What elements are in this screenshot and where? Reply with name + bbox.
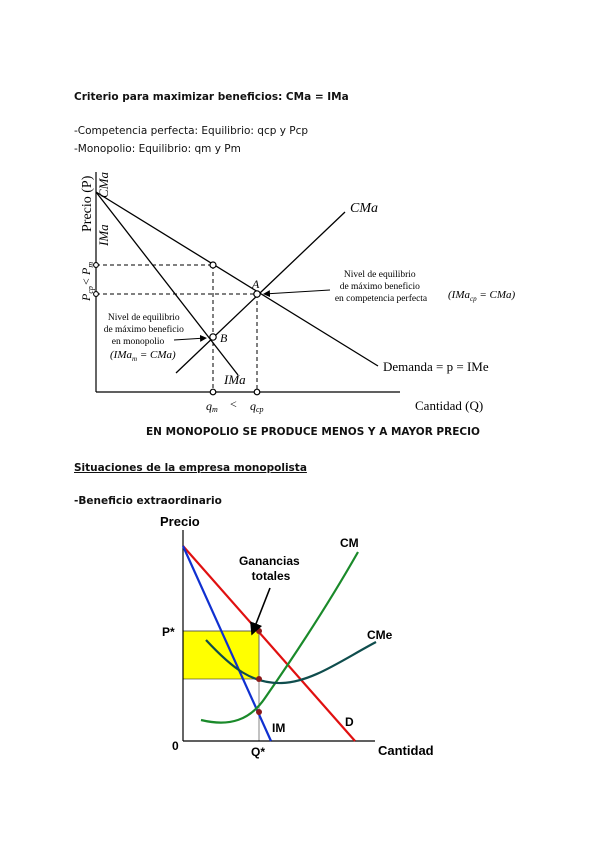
fig2-qstar: Q* xyxy=(251,745,266,759)
fig1-demand-label: Demanda = p = IMe xyxy=(383,359,489,374)
fig1-arrow-cp xyxy=(264,290,330,294)
fig1-ima-axis-label: IMa xyxy=(96,224,111,246)
fig1-cma-label: CMa xyxy=(350,201,378,216)
section-title: Situaciones de la empresa monopolista xyxy=(74,462,307,474)
fig1-point-b xyxy=(210,334,216,340)
fig1-point-b-label: B xyxy=(220,331,228,345)
monopolio-line: -Monopolio: Equilibrio: qm y Pm xyxy=(74,143,241,155)
fig1-mono-note: Nivel de equilibrio de máximo beneficio en monopolio xyxy=(103,313,184,347)
subsection-title: -Beneficio extraordinario xyxy=(74,495,222,507)
fig1-point-qcp xyxy=(254,389,260,395)
fig2-ganancias-arrow xyxy=(252,588,270,634)
fig2-cm-label: CM xyxy=(340,536,359,550)
fig1-point-a xyxy=(254,291,260,297)
fig2-point-price xyxy=(256,628,262,634)
fig2-ganancias-label: Ganancias totales xyxy=(238,554,300,583)
fig1-cp-equation: (IMa$_{cp}$ = CMa) xyxy=(448,289,516,303)
conclusion: EN MONOPOLIO SE PRODUCE MENOS Y A MAYOR PRECIO xyxy=(146,426,480,438)
fig2-im-label: IM xyxy=(272,721,286,735)
heading: Criterio para maximizar beneficios: CMa = IMa xyxy=(74,91,349,103)
fig2-point-cost xyxy=(256,676,262,682)
fig1-ylabel: Precio (P) xyxy=(80,175,95,232)
fig1-point-pm xyxy=(210,262,216,268)
fig1-point-qm xyxy=(210,389,216,395)
fig1-mono-equation: (IMa$_m$ = CMa) xyxy=(110,349,176,363)
fig2-xlabel: Cantidad xyxy=(378,743,434,758)
fig2-point-equilibrium xyxy=(256,709,262,715)
fig1-cma-line xyxy=(176,212,345,373)
fig2-d-label: D xyxy=(345,715,354,729)
fig1-ima-label: IMa xyxy=(224,372,246,387)
fig2-cme-label: CMe xyxy=(367,628,393,642)
fig2-origin: 0 xyxy=(172,739,179,753)
fig1-cma-axis-label: CMa xyxy=(96,172,111,198)
fig2-ylabel: Precio xyxy=(160,514,200,529)
fig1-cp-note: Nivel de equilibrio de máximo beneficio en competencia perfecta xyxy=(334,270,428,304)
fig2-pstar: P* xyxy=(162,625,175,639)
fig1-ima-line xyxy=(96,192,238,375)
fig1-qcp-label: qcp xyxy=(250,399,264,414)
fig1-xlabel: Cantidad (Q) xyxy=(415,398,484,413)
fig1-lt-label: < xyxy=(79,278,93,285)
figure-monopoly-vs-competition xyxy=(70,160,540,420)
figure-extraordinary-profit xyxy=(150,508,450,770)
fig1-x-lt-label: < xyxy=(230,397,237,411)
fig1-arrow-mono xyxy=(174,338,206,340)
fig1-pcp-label: $P_{cp}$ xyxy=(79,286,95,301)
fig1-qm-label: qm xyxy=(206,399,218,414)
fig1-pm-label: $P_m$ xyxy=(79,261,95,275)
fig1-point-a-label: A xyxy=(252,277,260,291)
competencia-line: -Competencia perfecta: Equilibrio: qcp y Pcp xyxy=(74,125,309,137)
